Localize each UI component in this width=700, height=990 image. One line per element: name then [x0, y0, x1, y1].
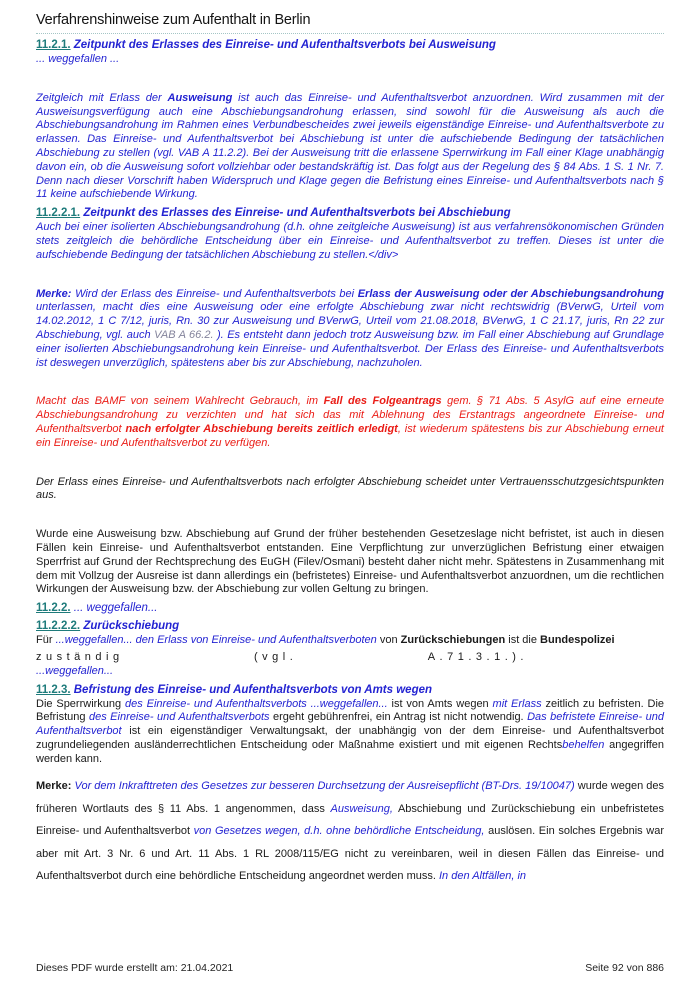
- section-heading-text: Befristung des Einreise- und Aufenthaltsverbots von Amts wegen: [73, 683, 433, 696]
- section-heading-text: ... weggefallen...: [73, 602, 158, 615]
- section-number: 11.2.2.2.: [36, 620, 81, 633]
- dotted-rule: [36, 33, 664, 34]
- text-run: ist ein eigenständiger Verwaltungsakt, der unabhängig von der dem Einreise- und Aufenthaltsverbot zugrundeliegenden ausländerrechtlichen Entscheidung oder Maßnahme existiert und mit eigenen Rechts: [36, 725, 664, 751]
- text-run: Vor dem Inkrafttreten des Gesetzes zur besseren Durchsetzung der Ausreisepflicht (BT-Drs. 19/10047): [74, 780, 575, 793]
- document-title: Verfahrenshinweise zum Aufenthalt in Berlin: [36, 12, 311, 28]
- section-heading-text: Zeitpunkt des Erlasses des Einreise- und Aufenthaltsverbots bei Abschiebung: [83, 207, 511, 220]
- text-run: Bundespolizei: [540, 634, 615, 647]
- page-footer: [36, 962, 664, 974]
- section-number: 11.2.3.: [36, 683, 71, 696]
- text-run: gem. § 71 Abs. 5 AsylG auf eine erneute Abschiebungsandrohung zu verzichten und hat sich das mit Ablehnung des Erstantrags angeordnete Einreise- und Aufenthaltsverbot: [36, 395, 664, 435]
- section-number: 11.2.2.: [36, 602, 71, 615]
- text-run: Für: [36, 634, 56, 647]
- footer-page-number: Seite 92 von 886: [585, 962, 664, 974]
- text-run: Ausweisung,: [330, 802, 393, 815]
- document-content: [36, 38, 664, 888]
- paragraph: [36, 92, 664, 202]
- text-run: ). Es entsteht dann jedoch trotz Ausweisung bzw. im Fall einer Abschiebung auf Grundlage einer isolierten Abschiebungsandrohung kein Einreise- und Aufenthaltsverbot. Der Erlass des Einreise- und Aufenthaltsverbots ist deswegen unverzüglich, spätestens aber bis zur Abschiebung, nachzuholen.: [36, 328, 664, 369]
- text-run: Ausweisung: [167, 91, 233, 104]
- text-run: nach erfolgter Abschiebung bereits zeitlich erledigt: [125, 422, 398, 435]
- text-run: ist die: [505, 634, 541, 647]
- letterspaced-line: [36, 651, 528, 665]
- text-run: Macht das BAMF von seinem Wahlrecht Gebrauch, im: [36, 395, 324, 408]
- text-run: Fall des Folgeantrags: [323, 395, 442, 408]
- text-run: ...weggefallen...: [36, 664, 114, 677]
- paragraph: [36, 288, 664, 371]
- vertical-gap: [36, 70, 664, 92]
- paragraph: [36, 53, 664, 67]
- text-run: A.71.3.1.).: [427, 650, 528, 663]
- text-run: des Einreise- und Aufenthaltsverbots ...weggefallen...: [125, 697, 388, 710]
- section-heading-text: Zeitpunkt des Erlasses des Einreise- und Aufenthaltsverbots bei Ausweisung: [73, 39, 496, 51]
- footer-created-date: Dieses PDF wurde erstellt am: 21.04.2021: [36, 962, 234, 974]
- text-run: Merke:: [36, 780, 75, 793]
- text-run: des Einreise- und Aufenthaltsverbots: [88, 711, 270, 724]
- text-run: wurde wegen des früheren Wortlauts des § 11 Abs. 1 angenommen, dass: [36, 780, 664, 815]
- text-run: (vgl.: [254, 650, 298, 663]
- text-run: Wird der Erlass des Einreise- und Aufenthaltsverbots bei: [71, 287, 358, 300]
- vertical-gap: [36, 454, 664, 476]
- text-run: auslösen. Ein solches Ergebnis war aber mit Art. 3 Nr. 6 und Art. 11 Abs. 1 RL 2008/115/EG nicht zu vereinbaren, weil in diesen Fällen das Einreise- und Aufenthaltsverbot durch eine behördliche Entscheidung angeordnet werden muss.: [36, 825, 665, 883]
- section-heading: [36, 683, 664, 697]
- text-run: ...weggefallen... den Erlass von Einreise- und Aufenthaltsverboten: [55, 634, 377, 647]
- section-heading: [36, 619, 664, 633]
- paragraph: [36, 665, 664, 679]
- section-heading: [36, 206, 664, 220]
- text-run: Der Erlass eines Einreise- und Aufenthaltsverbots nach erfolgter Abschiebung scheidet unter Vertrauensschutzgesichtspunkten aus.: [36, 475, 664, 502]
- text-run: Merke:: [36, 287, 72, 300]
- section-heading: [36, 601, 664, 615]
- text-run: Zurückschiebungen: [400, 634, 506, 647]
- text-run: Erlass der Ausweisung oder der Abschiebungsandrohung: [357, 287, 664, 300]
- text-run: zeitlich zu befristen. Die Befristung: [36, 697, 665, 724]
- text-run: In den Altfällen, in: [438, 870, 527, 883]
- text-run: ist von Amts wegen: [387, 697, 493, 710]
- paragraph: [36, 395, 664, 450]
- text-run: Die Sperrwirkung: [36, 697, 126, 710]
- section-number: 11.2.2.1.: [36, 207, 81, 220]
- section-heading: [36, 38, 664, 52]
- paragraph: [36, 634, 664, 648]
- text-run: behelfen: [562, 738, 605, 751]
- text-run: zuständig: [36, 650, 124, 663]
- paragraph: [36, 775, 664, 888]
- text-run: unterlassen, macht dies eine Ausweisung oder eine erfolgte Abschiebung zwar nicht rechtswidrig (BVerwG, Urteil vom 14.02.2012, 1 C 7/12, juris, Rn. 30 zur Ausweisung und BVerwG, Urteil vom 21.08.2018, BVerwG, 1 C 21.17, juris, Rn 22 zur Abschiebung, vgl. auch: [36, 301, 664, 341]
- text-run: mit Erlass: [492, 697, 542, 710]
- text-run: ergeht gebührenfrei, ein Antrag ist nicht notwendig.: [269, 711, 528, 724]
- text-run: von: [376, 634, 401, 647]
- text-run: ... weggefallen ...: [36, 53, 120, 65]
- text-run: Das befristete Einreise- und Aufenthaltsverbot: [36, 711, 664, 738]
- text-run: Wurde eine Ausweisung bzw. Abschiebung auf Grund der früher bestehenden Gesetzeslage nicht befristet, ist auch in diesen Fällen kein Einreise- und Aufenthaltsverbot entstanden. Eine Verpflichtung zur unverzüglichen Befristung einer etwaigen Sperrfrist auf Grund der Rechtsprechung des EuGH (Filev/Osmani) besteht daher nicht mehr. Spätestens in Zusammenhang mit dem mit Vollzug der Ausreise ist dann allerdings ein (befristetes) Einreise- und Aufenthaltsverbot anzuordnen, um die rechtlichen Wirkungen der Ausweisung bzw. der Abschiebung zur vollen Geltung zu bringen.: [36, 528, 664, 596]
- paragraph: [36, 528, 664, 597]
- paragraph: [36, 476, 664, 504]
- vertical-gap: [36, 373, 664, 395]
- text-run: , ist wiederum spätestens bis zur Abschiebung erneut ein Einreise- und Aufenthaltsverbot zu verfügen.: [36, 422, 664, 449]
- text-run: VAB A 66.2.: [154, 328, 214, 341]
- section-number: 11.2.1.: [36, 39, 71, 51]
- text-run: Abschiebung und Zurückschiebung ein unbefristetes Einreise- und Aufenthaltsverbot: [36, 802, 664, 838]
- vertical-gap: [36, 506, 664, 528]
- text-run: von Gesetzes wegen, d.h. ohne behördliche Entscheidung,: [193, 825, 485, 838]
- vertical-gap: [36, 266, 664, 288]
- text-run: ist auch das Einreise- und Aufenthaltsverbot anzuordnen. Wird zusammen mit der Ausweisungsverfügung auch eine Abschiebungsandrohung erlassen, sind sowohl für die Ausweisung als auch die Abschiebungsandrohung im Rahmen eines Verbundbescheides zwei jeweils eigenständige Einreise- und Aufenthaltsverbote zu erlassen. Das Einreise- und Aufenthaltsverbot bei Abschiebung ist unter die aufschiebende Bedingung der tatsächlichen Abschiebung zu stellen (vgl. VAB A 11.2.2). Bei der Ausweisung tritt die erlassene Sperrwirkung im Fall einer Klage unabhängig davon ein, ob die Ausweisung sofort vollziehbar oder bestandskräftig ist. Das folgt aus der Regelung des § 84 Abs. 1 S. 1 Nr. 7. Denn nach dieser Vorschrift haben Widerspruch und Klage gegen die Befristung eines Einreise- und Aufenthaltsverbots nach § 11 keine aufschiebende Wirkung.: [36, 91, 664, 201]
- paragraph: [36, 698, 664, 767]
- paragraph: [36, 221, 664, 262]
- text-run: angegriffen werden kann.: [36, 738, 664, 765]
- section-heading-text: Zurückschiebung: [83, 620, 180, 633]
- text-run: Zeitgleich mit Erlass der: [36, 91, 168, 104]
- text-run: Auch bei einer isolierten Abschiebungsandrohung (d.h. ohne zeitgleiche Ausweisung) ist aus verfahrensökonomischen Gründen stets zeitgleich die behördliche Entscheidung über ein Einreise- und Aufenthaltsverbot zu treffen. Dieses ist unter die aufschiebende Bedingung der tatsächlichen Abschiebung zu stellen.</div>: [36, 221, 664, 261]
